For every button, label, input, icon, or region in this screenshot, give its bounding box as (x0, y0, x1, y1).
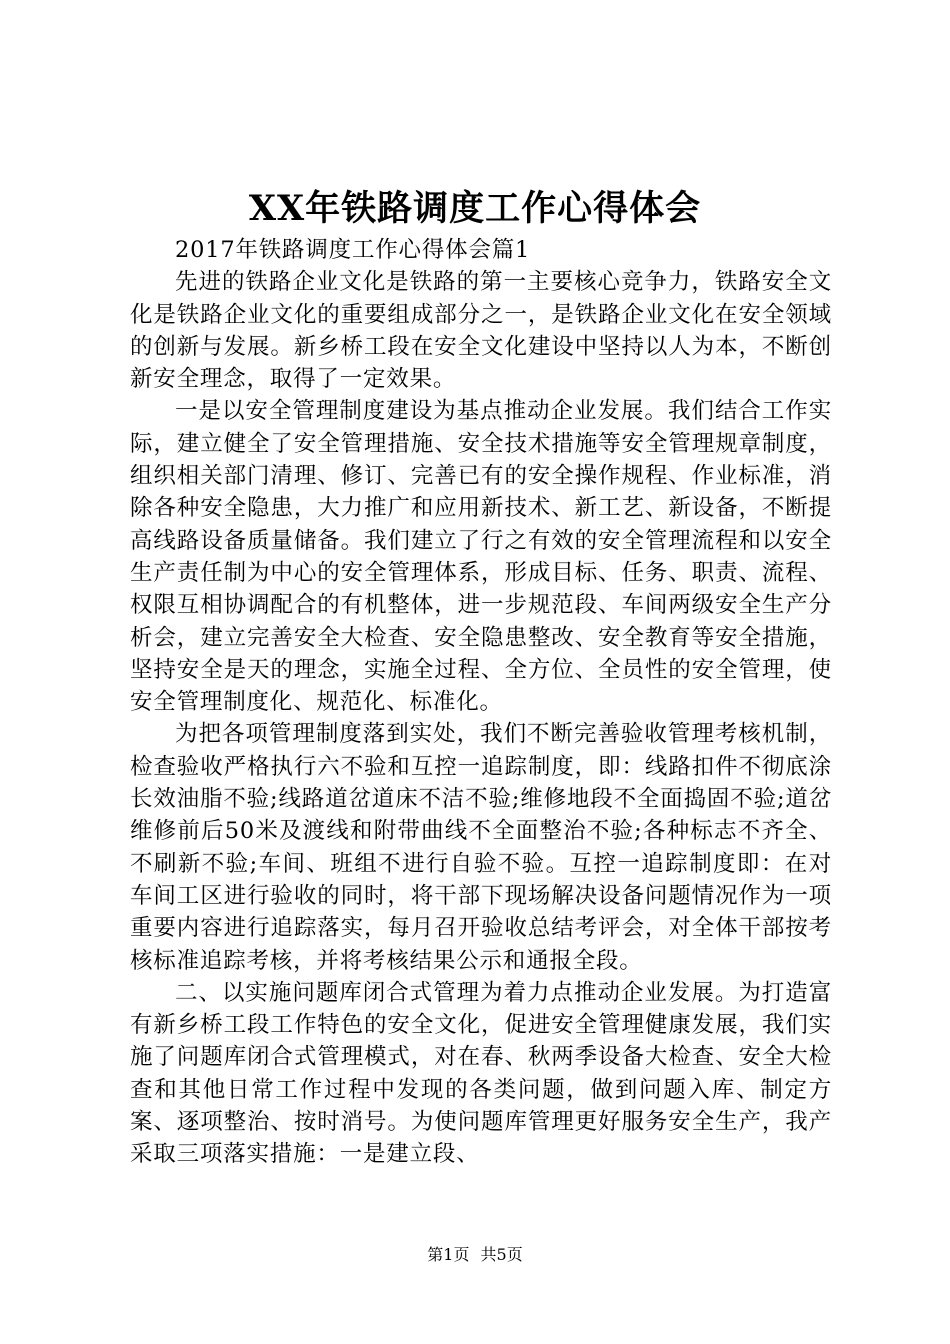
paragraph: 先进的铁路企业文化是铁路的第一主要核心竞争力，铁路安全文化是铁路企业文化的重要组成部分之一，是铁路企业文化在安全领域的创新与发展。新乡桥工段在安全文化建设中坚持以人为本，不断创新安全理念，取得了一定效果。 (130, 269, 832, 393)
document-body (130, 234, 832, 1171)
paragraph: 二、以实施问题库闭合式管理为着力点推动企业发展。为打造富有新乡桥工段工作特色的安全文化，促进安全管理健康发展，我们实施了问题库闭合式管理模式，对在春、秋两季设备大检查、安全大检查和其他日常工作过程中发现的各类问题，做到问题入库、制定方案、逐项整治、按时消号。为使问题库管理更好服务安全生产，我产采取三项落实措施：一是建立段、 (130, 979, 832, 1168)
section-heading: 2017年铁路调度工作心得体会篇1 (175, 237, 531, 263)
paragraph: 为把各项管理制度落到实处，我们不断完善验收管理考核机制，检查验收严格执行六不验和互控一追踪制度，即：线路扣件不彻底涂长效油脂不验;线路道岔道床不洁不验;维修地段不全面捣固不验;道岔维修前后50米及渡线和附带曲线不全面整治不验;各种标志不齐全、不刷新不验;车间、班组不进行自验不验。互控一追踪制度即：在对车间工区进行验收的同时，将干部下现场解决设备问题情况作为一项重要内容进行追踪落实，每月召开验收总结考评会，对全体干部按考核标准追踪考核，并将考核结果公示和通报全段。 (130, 721, 832, 974)
page-number: 第1页 (427, 1245, 470, 1264)
document-title: XX年铁路调度工作心得体会 (248, 188, 702, 229)
page-footer (0, 1243, 950, 1267)
paragraph: 一是以安全管理制度建设为基点推动企业发展。我们结合工作实际，建立健全了安全管理措施、安全技术措施等安全管理规章制度，组织相关部门清理、修订、完善已有的安全操作规程、作业标准，消除各种安全隐患，大力推广和应用新技术、新工艺、新设备，不断提高线路设备质量储备。我们建立了行之有效的安全管理流程和以安全生产责任制为中心的安全管理体系，形成目标、任务、职责、流程、权限互相协调配合的有机整体，进一步规范段、车间两级安全生产分析会，建立完善安全大检查、安全隐患整改、安全教育等安全措施，坚持安全是天的理念，实施全过程、全方位、全员性的安全管理，使安全管理制度化、规范化、标准化。 (130, 398, 832, 716)
page-total: 共5页 (480, 1245, 523, 1264)
